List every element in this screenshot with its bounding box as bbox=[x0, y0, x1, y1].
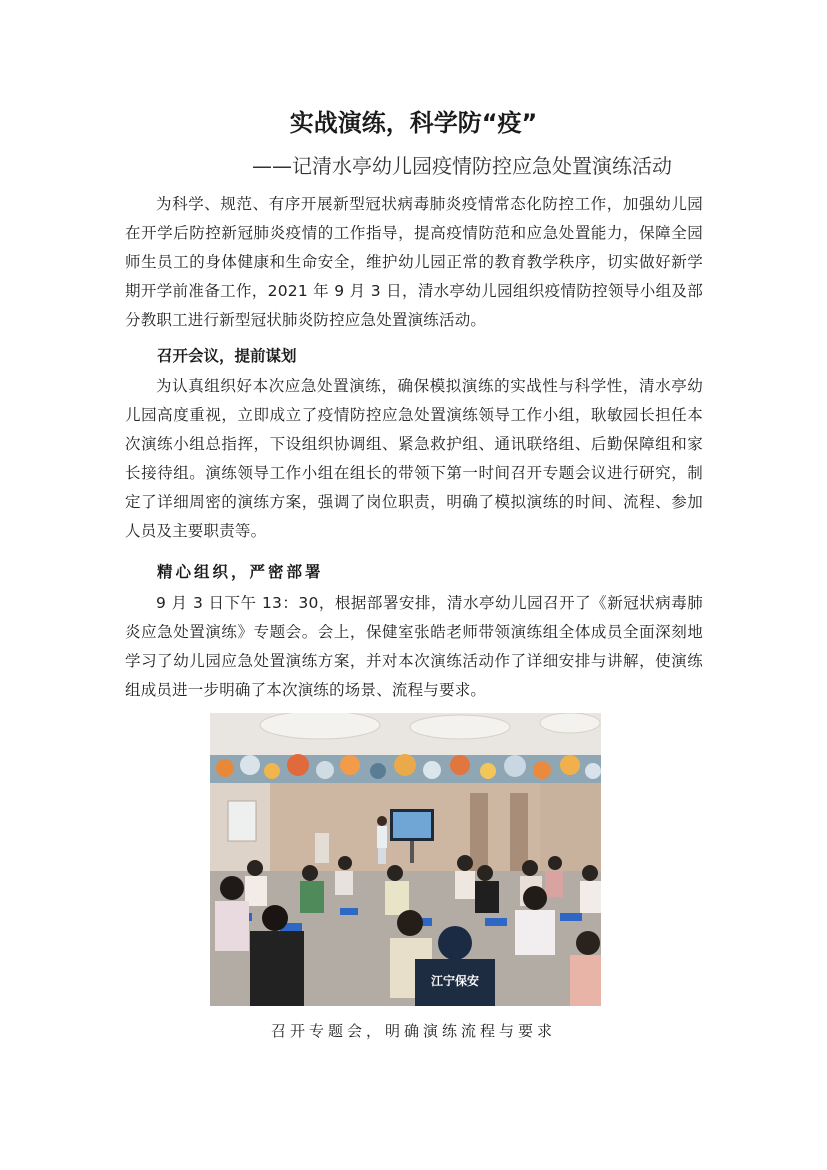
intro-paragraph: 为科学、规范、有序开展新型冠状病毒肺炎疫情常态化防控工作，加强幼儿园在开学后防控新冠肺炎疫情的工作指导，提高疫情防范和应急处置能力，保障全园师生员工的身体健康和生命安全，维护幼儿园正常的教育教学秩序，切实做好新学期开学前准备工作，2021 年 9 月 3 日，清水亭幼儿园组织疫情防控领导小组及部分教职工进行新型冠状肺炎防控应急处置演练活动。 bbox=[125, 195, 703, 329]
document-subtitle: ——记清水亭幼儿园疫情防控应急处置演练活动 bbox=[252, 154, 672, 178]
meeting-photo bbox=[210, 713, 601, 1006]
document-title: 实战演练，科学防“疫” bbox=[289, 109, 538, 137]
section2-heading: 精心组织，严密部署 bbox=[157, 563, 324, 581]
section1-paragraph: 为认真组织好本次应急处置演练，确保模拟演练的实战性与科学性，清水亭幼儿园高度重视，立即成立了疫情防控应急处置演练领导工作小组，耿敏园长担任本次演练小组总指挥，下设组织协调组、紧急救护组、通讯联络组、后勤保障组和家长接待组。演练领导工作小组在组长的带领下第一时间召开专题会议进行研究，制定了详细周密的演练方案，强调了岗位职责，明确了模拟演练的时间、流程、参加人员及主要职责等。 bbox=[125, 377, 703, 540]
vest-text: 江宁保安 bbox=[430, 974, 480, 988]
meeting-photo-illustration bbox=[210, 713, 601, 1006]
photo-caption: 召开专题会，明确演练流程与要求 bbox=[270, 1022, 556, 1040]
section2-paragraph: 9 月 3 日下午 13：30，根据部署安排，清水亭幼儿园召开了《新冠状病毒肺炎应急处置演练》专题会。会上，保健室张皓老师带领演练组全体成员全面深刻地学习了幼儿园应急处置演练方案，并对本次演练活动作了详细安排与讲解，使演练组成员进一步明确了本次演练的场景、流程与要求。 bbox=[125, 594, 703, 699]
section1-heading: 召开会议，提前谋划 bbox=[157, 347, 297, 365]
